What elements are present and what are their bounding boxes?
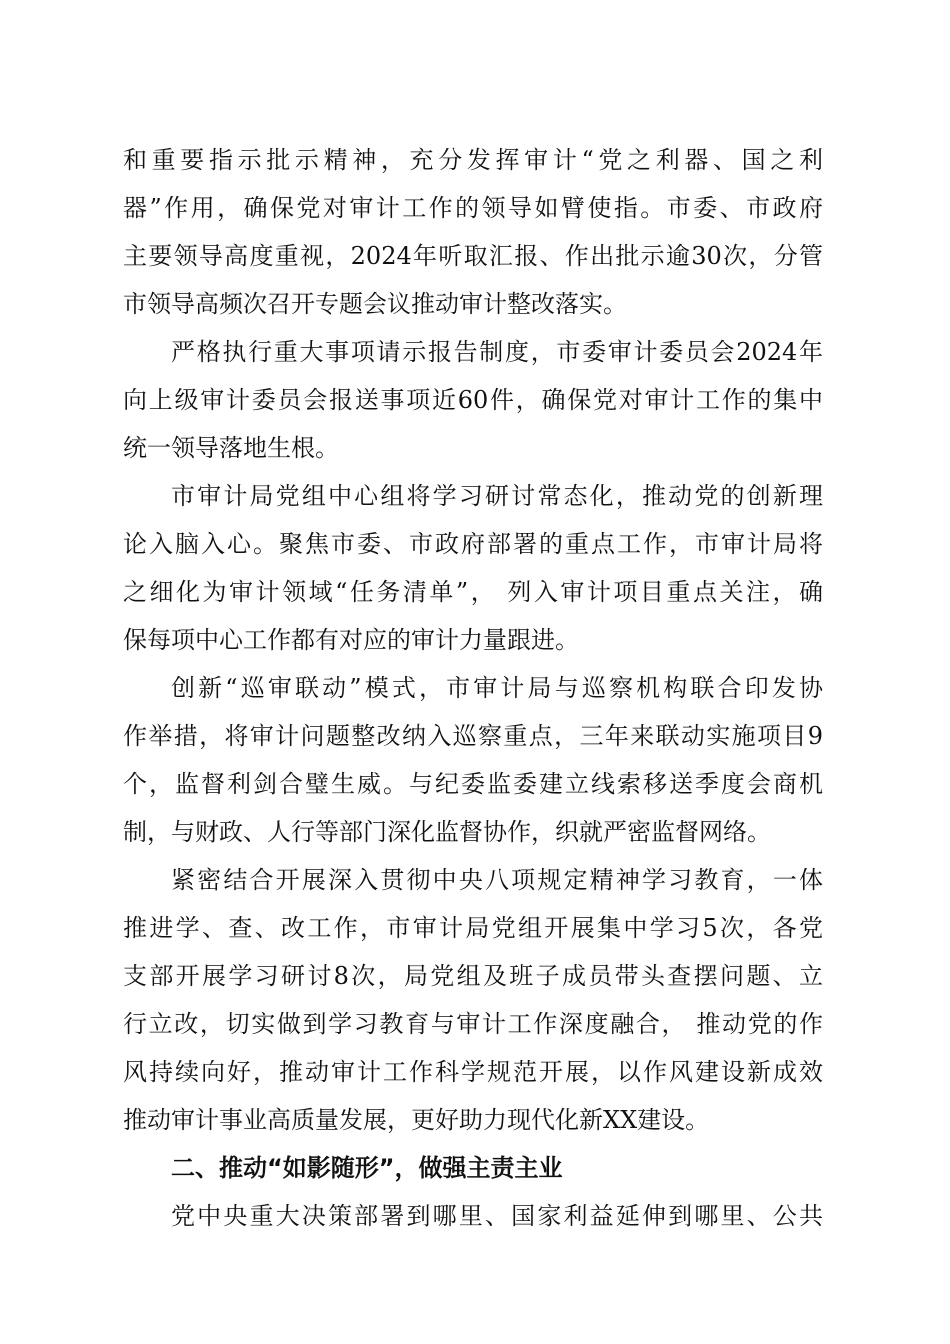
text-line: 之细化为审计领域“任务清单”， 列入审计项目重点关注，确 <box>123 578 823 606</box>
text-line: 行立改，切实做到学习教育与审计工作深度融合， 推动党的作 <box>123 1010 823 1038</box>
text-line: 创新“巡审联动”模式，市审计局与巡察机构联合印发协 <box>171 674 823 702</box>
text-line: 统一领导落地生根。 <box>123 434 339 462</box>
text-line: 市领导高频次召开专题会议推动审计整改落实。 <box>123 290 627 318</box>
paragraph-1 <box>123 136 823 328</box>
text-line: 严格执行重大事项请示报告制度，市委审计委员会2024年 <box>171 338 823 366</box>
text-line: 制，与财政、人行等部门深化监督协作，织就严密监督网络。 <box>123 818 771 846</box>
text-line: 推动审计事业高质量发展，更好助力现代化新XX建设。 <box>123 1106 710 1134</box>
text-line: 保每项中心工作都有对应的审计力量跟进。 <box>123 626 579 654</box>
paragraph-4 <box>123 664 823 856</box>
text-line: 和重要指示批示精神，充分发挥审计“党之利器、国之利 <box>123 146 823 174</box>
text-line: 个，监督利剑合璧生威。与纪委监委建立线索移送季度会商机 <box>123 770 823 798</box>
document-page <box>123 136 823 1240</box>
paragraph-3 <box>123 472 823 664</box>
paragraph-2 <box>123 328 823 472</box>
section-heading: 二、推动“如影随形”，做强主责主业 <box>171 1154 563 1182</box>
text-line: 推进学、查、改工作，市审计局党组开展集中学习5次，各党 <box>123 914 823 942</box>
text-line: 向上级审计委员会报送事项近60件，确保党对审计工作的集中 <box>123 386 823 414</box>
text-line: 紧密结合开展深入贯彻中央八项规定精神学习教育，一体 <box>171 866 823 894</box>
text-line: 党中央重大决策部署到哪里、国家利益延伸到哪里、公共 <box>171 1202 823 1230</box>
text-line: 器”作用，确保党对审计工作的领导如臂使指。市委、市政府 <box>123 194 823 222</box>
text-line: 主要领导高度重视，2024年听取汇报、作出批示逾30次，分管 <box>123 242 823 270</box>
text-line: 论入脑入心。聚焦市委、市政府部署的重点工作，市审计局将 <box>123 530 823 558</box>
text-line: 市审计局党组中心组将学习研讨常态化，推动党的创新理 <box>171 482 823 510</box>
text-line: 风持续向好，推动审计工作科学规范开展，以作风建设新成效 <box>123 1058 823 1086</box>
text-line: 作举措，将审计问题整改纳入巡察重点，三年来联动实施项目9 <box>123 722 823 750</box>
text-line: 支部开展学习研讨8次，局党组及班子成员带头查摆问题、立 <box>123 962 823 990</box>
paragraph-5 <box>123 856 823 1144</box>
